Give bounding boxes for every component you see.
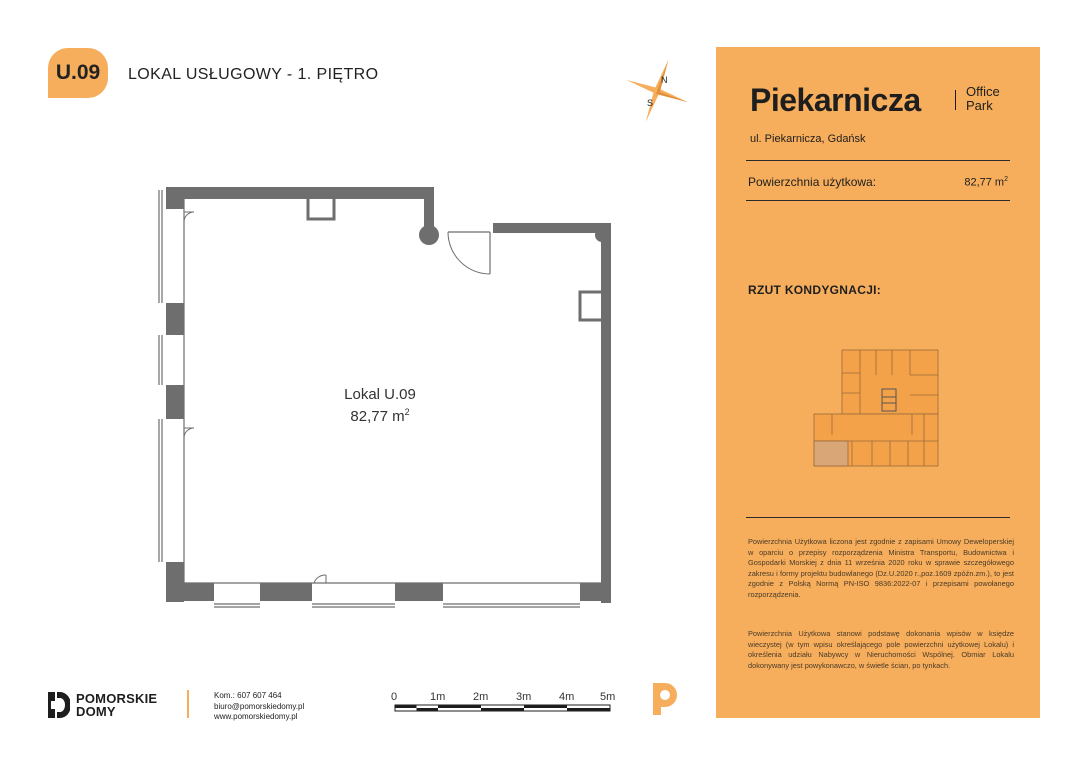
room-name: Lokal U.09 xyxy=(344,386,416,403)
footer-divider xyxy=(187,690,189,718)
area-value-unit: 2 xyxy=(1004,176,1008,183)
legal-note-2: Powierzchnia Użytkowa stanowi podstawę dokonania wpisów w księdze wieczystej (w tym wpisu określającego pole powierzchni użytkowej Lokalu) i określenia udziału Nabywcy w Nieruchomości Wspólnej. Obmiar Lokalu dokonywany jest powykonawczo, w świetle ścian, po tynkach. xyxy=(748,629,1014,670)
scale-label: 4m xyxy=(559,691,575,703)
compass-south: S xyxy=(647,98,654,108)
wall-top-left xyxy=(166,187,432,199)
floor-plan-heading: RZUT KONDYGNACJI: xyxy=(748,283,882,297)
highlighted-unit xyxy=(814,441,848,466)
compass-north: N xyxy=(661,75,668,85)
address: ul. Piekarnicza, Gdańsk xyxy=(750,133,866,145)
contact-info xyxy=(214,691,304,723)
brand-sub-line1: Office xyxy=(966,84,1000,99)
unit-code: U.09 xyxy=(55,61,101,84)
unit-badge xyxy=(48,48,108,98)
divider xyxy=(746,160,1010,161)
room-area-unit: 2 xyxy=(404,406,410,417)
wall-column xyxy=(419,225,439,245)
company-name-line2: DOMY xyxy=(76,704,116,719)
company-name-line1: POMORSKIE xyxy=(76,691,158,706)
scale-bar xyxy=(390,688,615,720)
info-panel xyxy=(716,47,1040,718)
contact-website[interactable]: www.pomorskiedomy.pl xyxy=(214,712,298,721)
contact-phone: Kom.: 607 607 464 xyxy=(214,691,282,700)
area-value-number: 82,77 m xyxy=(964,176,1005,189)
area-value xyxy=(964,176,1008,189)
floor-overview-map xyxy=(812,345,942,470)
compass-icon xyxy=(620,56,694,126)
scale-label: 0 xyxy=(391,691,398,703)
wall-right xyxy=(601,223,611,603)
brand-divider xyxy=(955,90,956,110)
company-name xyxy=(76,692,157,718)
brand-sub xyxy=(966,85,1000,113)
scale-label: 2m xyxy=(473,691,489,703)
brand-sub-line2: Park xyxy=(966,98,993,113)
piekarnicza-p-logo-icon xyxy=(649,681,681,719)
legal-note-1: Powierzchnia Użytkowa liczona jest zgodnie z zapisami Umowy Deweloperskiej w oparciu o przepisy rozporządzenia Ministra Transportu, Budownictwa i Gospodarki Morskiej z dnia 11 września 2020 roku w sprawie szczegółowego zakresu i formy projektu budowlanego (Dz.U.2020 r.,poz.1609 zpóźn.zm.), to jest zgodnie z Polską Normą PN-ISO 9836:2022-07 i przepisami powołanego rozporządzenia. xyxy=(748,537,1014,599)
unit-heading: LOKAL USŁUGOWY - 1. PIĘTRO xyxy=(128,66,379,83)
divider xyxy=(746,517,1010,518)
contact-email[interactable]: biuro@pomorskiedomy.pl xyxy=(214,701,305,711)
divider xyxy=(746,200,1010,201)
area-label: Powierzchnia użytkowa: xyxy=(748,175,877,189)
room-area: 82,77 m xyxy=(350,407,405,425)
pomorskie-domy-logo-icon xyxy=(48,692,70,718)
brand-name: Piekarnicza xyxy=(750,82,921,118)
scale-label: 5m xyxy=(600,691,615,703)
wall-top-right xyxy=(493,223,610,233)
room-label xyxy=(330,384,430,428)
scale-label: 3m xyxy=(516,691,532,703)
scale-label: 1m xyxy=(430,691,446,703)
